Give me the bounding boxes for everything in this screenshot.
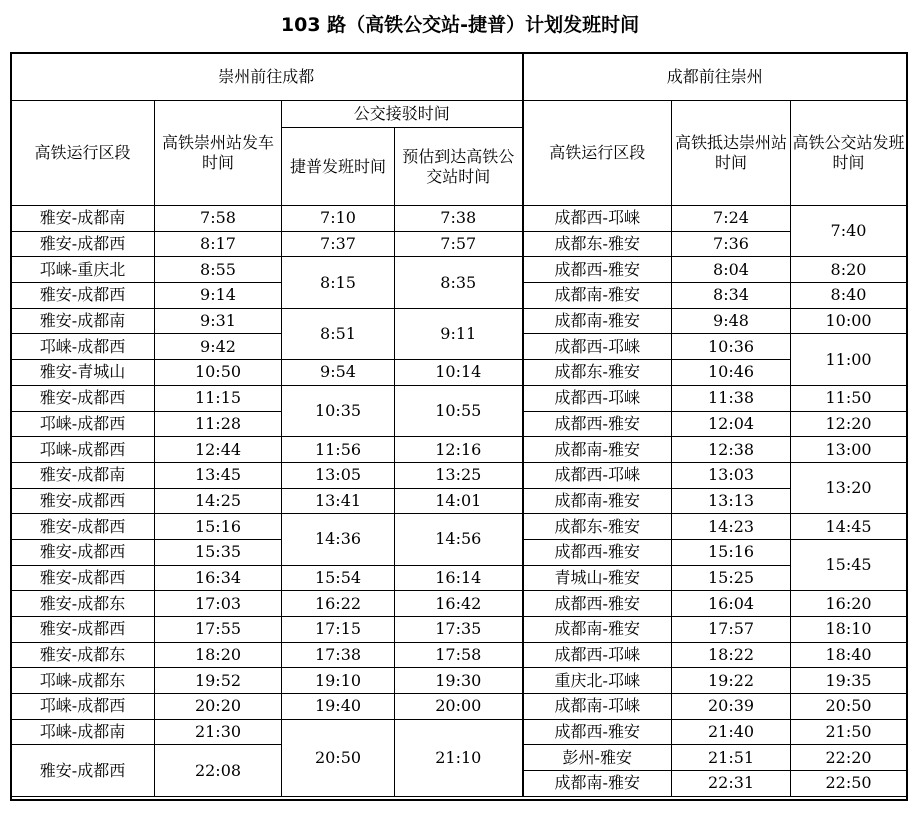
left-section-cell: 雅安-成都西 bbox=[11, 565, 155, 591]
bus-time-cell: 10:00 bbox=[791, 308, 907, 334]
left-depart-cell: 14:25 bbox=[155, 488, 282, 514]
bus-time-cell: 20:50 bbox=[791, 694, 907, 720]
table-row bbox=[11, 591, 907, 617]
table-row bbox=[11, 385, 907, 411]
left-depart-cell: 16:34 bbox=[155, 565, 282, 591]
right-arrive-cell: 9:48 bbox=[672, 308, 791, 334]
bus-time-cell: 12:20 bbox=[791, 411, 907, 437]
left-section-cell: 雅安-成都南 bbox=[11, 308, 155, 334]
left-section-cell: 雅安-成都南 bbox=[11, 206, 155, 232]
bus-time-cell: 8:40 bbox=[791, 283, 907, 309]
arrive-station-cell: 16:42 bbox=[395, 591, 523, 617]
jiepu-time-cell: 11:56 bbox=[282, 437, 395, 463]
right-arrive-cell: 14:23 bbox=[672, 514, 791, 540]
bus-time-cell: 22:20 bbox=[791, 745, 907, 771]
right-section-cell: 重庆北-邛崃 bbox=[523, 668, 672, 694]
right-section-cell: 成都南-雅安 bbox=[523, 283, 672, 309]
schedule-table bbox=[10, 52, 907, 797]
right-arrive-cell: 15:25 bbox=[672, 565, 791, 591]
right-section-cell: 成都东-雅安 bbox=[523, 514, 672, 540]
right-section-cell: 成都西-雅安 bbox=[523, 591, 672, 617]
right-arrive-cell: 16:04 bbox=[672, 591, 791, 617]
jiepu-time-cell: 20:50 bbox=[282, 719, 395, 796]
right-section-cell: 成都西-邛崃 bbox=[523, 462, 672, 488]
left-depart-cell: 17:55 bbox=[155, 617, 282, 643]
right-section-cell: 成都西-雅安 bbox=[523, 539, 672, 565]
table-row bbox=[11, 565, 907, 591]
table-row bbox=[11, 488, 907, 514]
arrive-station-cell: 17:35 bbox=[395, 617, 523, 643]
bus-time-cell: 7:40 bbox=[791, 206, 907, 257]
left-section-cell: 雅安-成都东 bbox=[11, 591, 155, 617]
jiepu-time-cell: 13:05 bbox=[282, 462, 395, 488]
right-section-cell: 成都西-邛崃 bbox=[523, 334, 672, 360]
left-section-cell: 邛崃-成都西 bbox=[11, 694, 155, 720]
arrive-station-cell: 12:16 bbox=[395, 437, 523, 463]
jiepu-time-cell: 8:15 bbox=[282, 257, 395, 308]
arrive-station-cell: 21:10 bbox=[395, 719, 523, 796]
left-depart-cell: 11:28 bbox=[155, 411, 282, 437]
col-header-shuttle: 公交接驳时间 bbox=[282, 101, 523, 128]
col-header-jiepu: 捷普发班时间 bbox=[282, 128, 395, 206]
left-section-cell: 雅安-成都西 bbox=[11, 539, 155, 565]
left-section-cell: 雅安-成都南 bbox=[11, 462, 155, 488]
left-section-cell: 邛崃-重庆北 bbox=[11, 257, 155, 283]
group-header-left: 崇州前往成都 bbox=[11, 53, 523, 101]
right-section-cell: 成都西-雅安 bbox=[523, 719, 672, 745]
left-depart-cell: 11:15 bbox=[155, 385, 282, 411]
right-arrive-cell: 20:39 bbox=[672, 694, 791, 720]
bus-time-cell: 13:00 bbox=[791, 437, 907, 463]
right-arrive-cell: 13:13 bbox=[672, 488, 791, 514]
bus-time-cell: 11:50 bbox=[791, 385, 907, 411]
right-arrive-cell: 11:38 bbox=[672, 385, 791, 411]
jiepu-time-cell: 13:41 bbox=[282, 488, 395, 514]
jiepu-time-cell: 19:10 bbox=[282, 668, 395, 694]
left-depart-cell: 13:45 bbox=[155, 462, 282, 488]
bus-time-cell: 13:20 bbox=[791, 462, 907, 513]
right-arrive-cell: 12:04 bbox=[672, 411, 791, 437]
left-depart-cell: 21:30 bbox=[155, 719, 282, 745]
jiepu-time-cell: 9:54 bbox=[282, 360, 395, 386]
left-depart-cell: 15:35 bbox=[155, 539, 282, 565]
left-section-cell: 雅安-成都西 bbox=[11, 231, 155, 257]
arrive-station-cell: 13:25 bbox=[395, 462, 523, 488]
left-depart-cell: 9:31 bbox=[155, 308, 282, 334]
group-header-right: 成都前往崇州 bbox=[523, 53, 907, 101]
left-depart-cell: 9:14 bbox=[155, 283, 282, 309]
right-section-cell: 成都西-雅安 bbox=[523, 257, 672, 283]
right-section-cell: 成都南-邛崃 bbox=[523, 694, 672, 720]
left-depart-cell: 8:55 bbox=[155, 257, 282, 283]
jiepu-time-cell: 17:15 bbox=[282, 617, 395, 643]
left-depart-cell: 10:50 bbox=[155, 360, 282, 386]
right-arrive-cell: 7:24 bbox=[672, 206, 791, 232]
table-row bbox=[11, 668, 907, 694]
left-depart-cell: 17:03 bbox=[155, 591, 282, 617]
arrive-station-cell: 10:55 bbox=[395, 385, 523, 436]
bus-time-cell: 21:50 bbox=[791, 719, 907, 745]
col-header-right-arrive: 高铁抵达崇州站时间 bbox=[672, 101, 791, 206]
right-arrive-cell: 13:03 bbox=[672, 462, 791, 488]
right-arrive-cell: 21:51 bbox=[672, 745, 791, 771]
col-header-left-depart: 高铁崇州站发车时间 bbox=[155, 101, 282, 206]
right-section-cell: 彭州-雅安 bbox=[523, 745, 672, 771]
arrive-station-cell: 17:58 bbox=[395, 642, 523, 668]
right-arrive-cell: 22:31 bbox=[672, 771, 791, 797]
table-row bbox=[11, 257, 907, 283]
left-depart-cell: 20:20 bbox=[155, 694, 282, 720]
left-section-cell: 雅安-成都西 bbox=[11, 514, 155, 540]
table-row bbox=[11, 206, 907, 232]
right-arrive-cell: 7:36 bbox=[672, 231, 791, 257]
right-arrive-cell: 21:40 bbox=[672, 719, 791, 745]
left-depart-cell: 8:17 bbox=[155, 231, 282, 257]
left-section-cell: 邛崃-成都西 bbox=[11, 411, 155, 437]
right-section-cell: 成都西-雅安 bbox=[523, 411, 672, 437]
left-section-cell: 邛崃-成都西 bbox=[11, 334, 155, 360]
table-row bbox=[11, 231, 907, 257]
bus-time-cell: 18:40 bbox=[791, 642, 907, 668]
arrive-station-cell: 8:35 bbox=[395, 257, 523, 308]
right-section-cell: 成都东-雅安 bbox=[523, 360, 672, 386]
col-header-arrive-station: 预估到达高铁公交站时间 bbox=[395, 128, 523, 206]
bus-time-cell: 11:00 bbox=[791, 334, 907, 385]
bus-time-cell: 22:50 bbox=[791, 771, 907, 797]
right-arrive-cell: 17:57 bbox=[672, 617, 791, 643]
table-row bbox=[11, 617, 907, 643]
table-row bbox=[11, 694, 907, 720]
arrive-station-cell: 9:11 bbox=[395, 308, 523, 359]
bus-time-cell: 16:20 bbox=[791, 591, 907, 617]
bus-time-cell: 14:45 bbox=[791, 514, 907, 540]
left-section-cell: 雅安-成都西 bbox=[11, 617, 155, 643]
table-row bbox=[11, 719, 907, 745]
right-arrive-cell: 18:22 bbox=[672, 642, 791, 668]
right-arrive-cell: 15:16 bbox=[672, 539, 791, 565]
jiepu-time-cell: 7:10 bbox=[282, 206, 395, 232]
arrive-station-cell: 20:00 bbox=[395, 694, 523, 720]
arrive-station-cell: 16:14 bbox=[395, 565, 523, 591]
right-section-cell: 成都东-雅安 bbox=[523, 231, 672, 257]
jiepu-time-cell: 10:35 bbox=[282, 385, 395, 436]
left-section-cell: 雅安-成都西 bbox=[11, 385, 155, 411]
table-row bbox=[11, 642, 907, 668]
arrive-station-cell: 14:56 bbox=[395, 514, 523, 565]
left-depart-cell: 15:16 bbox=[155, 514, 282, 540]
left-depart-cell: 18:20 bbox=[155, 642, 282, 668]
left-section-cell: 邛崃-成都西 bbox=[11, 437, 155, 463]
left-depart-cell: 19:52 bbox=[155, 668, 282, 694]
jiepu-time-cell: 7:37 bbox=[282, 231, 395, 257]
table-row bbox=[11, 514, 907, 540]
right-arrive-cell: 10:36 bbox=[672, 334, 791, 360]
table-row bbox=[11, 360, 907, 386]
table-row bbox=[11, 462, 907, 488]
jiepu-time-cell: 16:22 bbox=[282, 591, 395, 617]
jiepu-time-cell: 14:36 bbox=[282, 514, 395, 565]
right-arrive-cell: 10:46 bbox=[672, 360, 791, 386]
table-row bbox=[11, 437, 907, 463]
col-header-right-bus: 高铁公交站发班时间 bbox=[791, 101, 907, 206]
right-section-cell: 成都南-雅安 bbox=[523, 488, 672, 514]
arrive-station-cell: 7:57 bbox=[395, 231, 523, 257]
right-section-cell: 成都西-邛崃 bbox=[523, 206, 672, 232]
jiepu-time-cell: 17:38 bbox=[282, 642, 395, 668]
left-depart-cell: 7:58 bbox=[155, 206, 282, 232]
col-header-right-section: 高铁运行区段 bbox=[523, 101, 672, 206]
left-depart-cell: 22:08 bbox=[155, 745, 282, 796]
right-section-cell: 成都西-邛崃 bbox=[523, 385, 672, 411]
arrive-station-cell: 7:38 bbox=[395, 206, 523, 232]
right-arrive-cell: 8:34 bbox=[672, 283, 791, 309]
right-section-cell: 成都南-雅安 bbox=[523, 771, 672, 797]
right-section-cell: 成都南-雅安 bbox=[523, 437, 672, 463]
bus-time-cell: 8:20 bbox=[791, 257, 907, 283]
left-section-cell: 雅安-成都东 bbox=[11, 642, 155, 668]
table-row bbox=[11, 308, 907, 334]
left-section-cell: 雅安-成都西 bbox=[11, 283, 155, 309]
right-section-cell: 成都南-雅安 bbox=[523, 617, 672, 643]
bus-time-cell: 15:45 bbox=[791, 539, 907, 590]
bus-time-cell: 18:10 bbox=[791, 617, 907, 643]
left-section-cell: 雅安-成都西 bbox=[11, 745, 155, 796]
jiepu-time-cell: 8:51 bbox=[282, 308, 395, 359]
right-section-cell: 成都南-雅安 bbox=[523, 308, 672, 334]
left-depart-cell: 12:44 bbox=[155, 437, 282, 463]
right-arrive-cell: 8:04 bbox=[672, 257, 791, 283]
bus-time-cell: 19:35 bbox=[791, 668, 907, 694]
left-section-cell: 邛崃-成都东 bbox=[11, 668, 155, 694]
page-title: 103 路（高铁公交站-捷普）计划发班时间 bbox=[280, 14, 640, 36]
col-header-left-section: 高铁运行区段 bbox=[11, 101, 155, 206]
left-depart-cell: 9:42 bbox=[155, 334, 282, 360]
right-arrive-cell: 12:38 bbox=[672, 437, 791, 463]
right-section-cell: 青城山-雅安 bbox=[523, 565, 672, 591]
jiepu-time-cell: 19:40 bbox=[282, 694, 395, 720]
right-arrive-cell: 19:22 bbox=[672, 668, 791, 694]
left-section-cell: 雅安-青城山 bbox=[11, 360, 155, 386]
jiepu-time-cell: 15:54 bbox=[282, 565, 395, 591]
left-section-cell: 邛崃-成都南 bbox=[11, 719, 155, 745]
schedule-body bbox=[11, 206, 907, 797]
arrive-station-cell: 14:01 bbox=[395, 488, 523, 514]
right-section-cell: 成都西-邛崃 bbox=[523, 642, 672, 668]
arrive-station-cell: 19:30 bbox=[395, 668, 523, 694]
arrive-station-cell: 10:14 bbox=[395, 360, 523, 386]
left-section-cell: 雅安-成都西 bbox=[11, 488, 155, 514]
